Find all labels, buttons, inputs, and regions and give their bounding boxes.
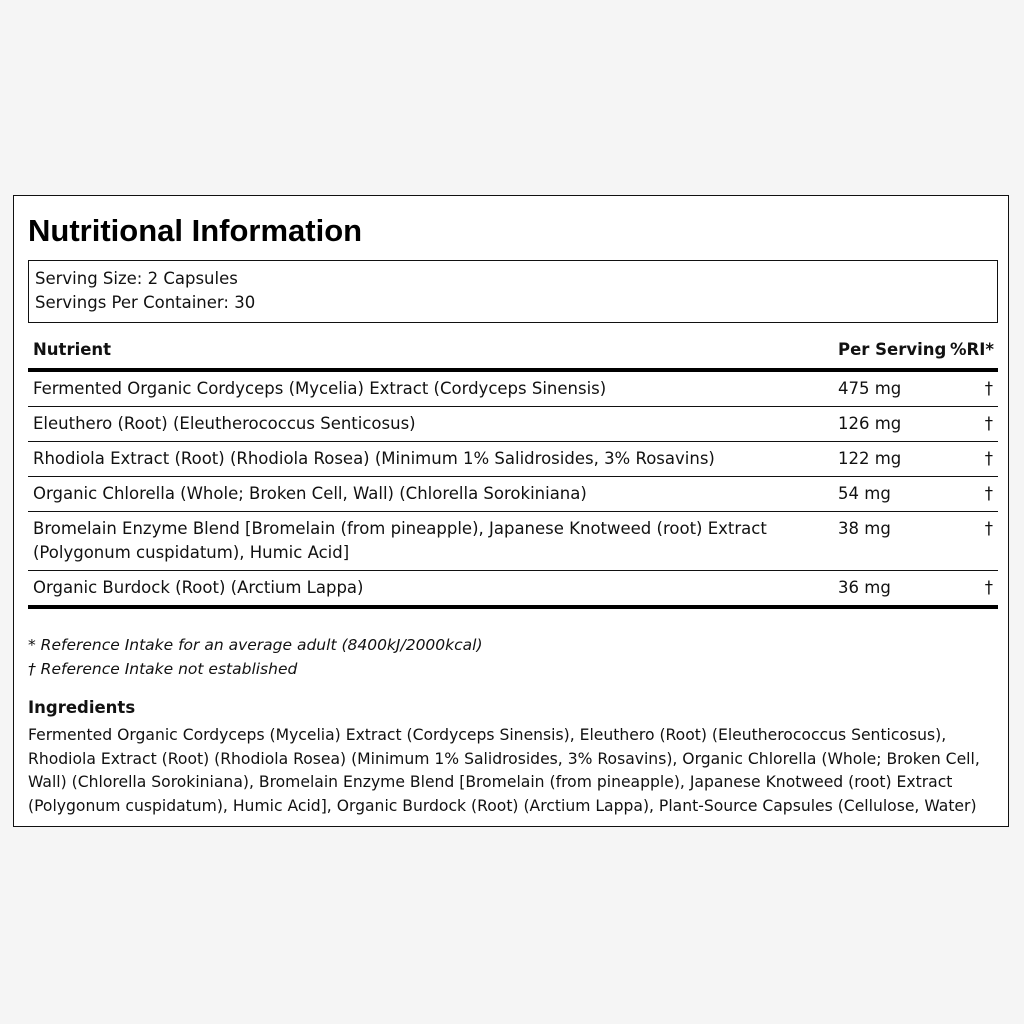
row-nutrient: Bromelain Enzyme Blend [Bromelain (from pineapple), Japanese Knotweed (root) Extract (Polygonum cuspidatum), Humic Acid]	[33, 519, 767, 562]
row-ri: †	[984, 449, 993, 468]
row-nutrient: Organic Chlorella (Whole; Broken Cell, Wall) (Chlorella Sorokiniana)	[33, 484, 587, 503]
table-row	[28, 372, 998, 407]
ingredients-text: Fermented Organic Cordyceps (Mycelia) Extract (Cordyceps Sinensis), Eleuthero (Root) (Eleutherococcus Senticosus), Rhodiola Extract (Root) (Rhodiola Rosea) (Minimum 1% Salidrosides, 3% Rosavins), Organic Chlorella (Whole; Broken Cell, Wall) (Chlorella Sorokiniana), Bromelain Enzyme Blend [Bromelain (from pineapple), Japanese Knotweed (root) Extract (Polygonum cuspidatum), Humic Acid], Organic Burdock (Root) (Arctium Lappa), Plant-Source Capsules (Cellulose, Water)	[28, 726, 980, 815]
footnote-not-established: † Reference Intake not established	[28, 659, 298, 678]
row-nutrient: Fermented Organic Cordyceps (Mycelia) Extract (Cordyceps Sinensis)	[33, 379, 607, 398]
row-per-serving: 475 mg	[838, 379, 902, 398]
table-header	[28, 334, 998, 372]
row-per-serving: 38 mg	[838, 519, 891, 538]
footnote-reference-intake: * Reference Intake for an average adult (8400kJ/2000kcal)	[28, 636, 483, 654]
row-per-serving: 54 mg	[838, 484, 891, 503]
serving-size: Serving Size: 2 Capsules	[35, 269, 238, 288]
serving-info-box	[28, 260, 998, 323]
row-ri: †	[984, 519, 993, 538]
header-nutrient: Nutrient	[33, 340, 112, 359]
row-per-serving: 126 mg	[838, 414, 902, 433]
row-nutrient: Organic Burdock (Root) (Arctium Lappa)	[33, 578, 364, 597]
row-per-serving: 122 mg	[838, 449, 902, 468]
table-row	[28, 512, 998, 571]
table-row	[28, 442, 998, 477]
row-nutrient: Eleuthero (Root) (Eleutherococcus Senticosus)	[33, 414, 416, 433]
table-row	[28, 571, 998, 609]
ingredients-title: Ingredients	[28, 698, 136, 717]
row-per-serving: 36 mg	[838, 578, 891, 597]
servings-per-container: Servings Per Container: 30	[35, 293, 256, 312]
row-ri: †	[984, 578, 993, 597]
row-ri: †	[984, 379, 993, 398]
header-per-serving: Per Serving	[838, 340, 947, 359]
row-nutrient: Rhodiola Extract (Root) (Rhodiola Rosea) (Minimum 1% Salidrosides, 3% Rosavins)	[33, 449, 715, 468]
footnotes	[28, 634, 483, 681]
nutrition-panel	[13, 195, 1009, 827]
panel-title: Nutritional Information	[28, 213, 363, 248]
row-ri: †	[984, 484, 993, 503]
table-row	[28, 407, 998, 442]
header-ri: %RI*	[949, 340, 994, 359]
nutrient-table	[28, 334, 998, 609]
row-ri: †	[984, 414, 993, 433]
table-row	[28, 477, 998, 512]
